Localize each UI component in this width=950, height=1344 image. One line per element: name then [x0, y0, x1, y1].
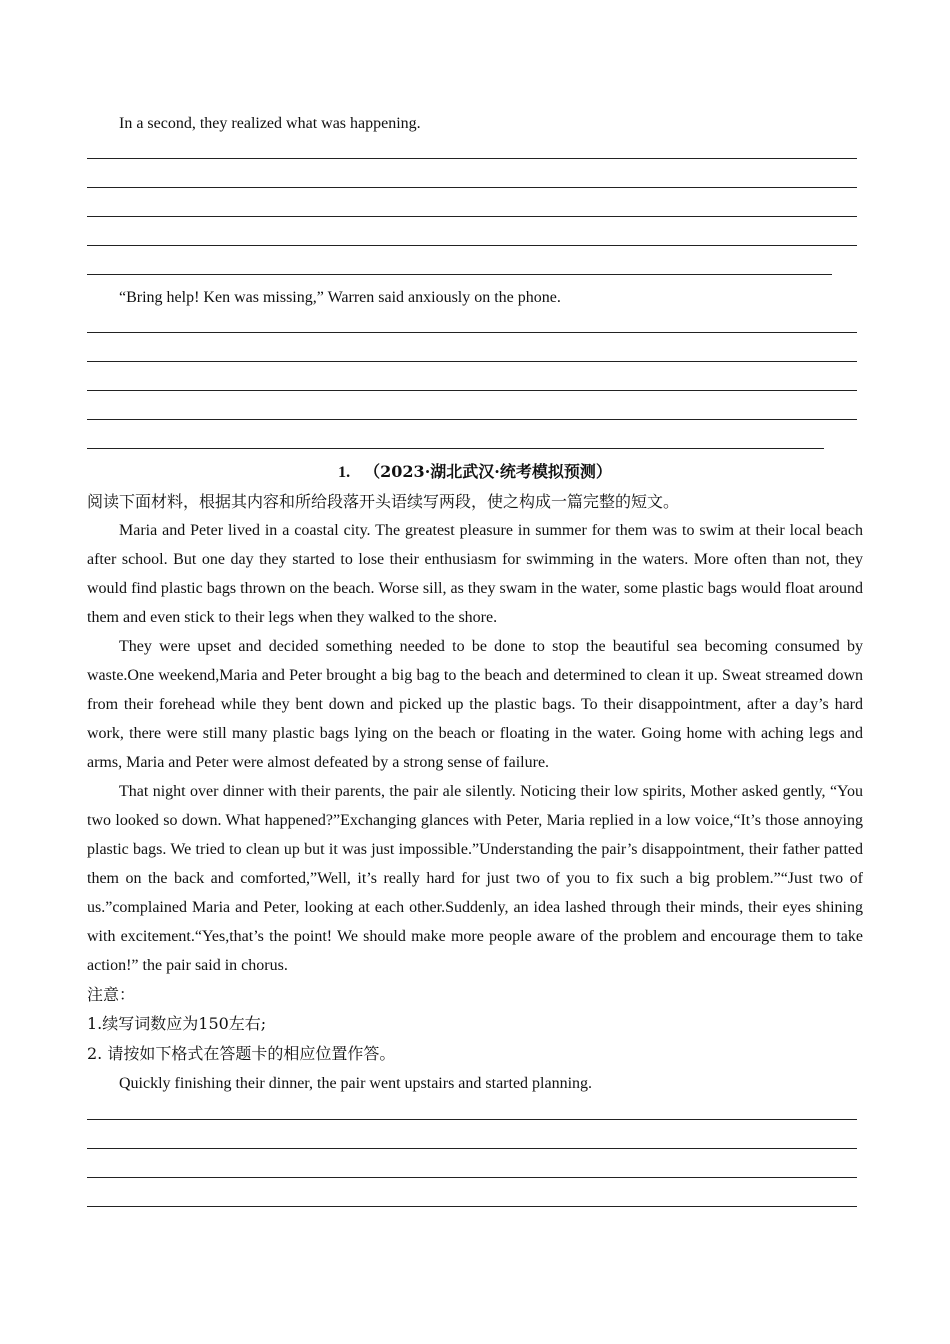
answer-line [87, 1206, 857, 1207]
answer-line [87, 332, 857, 333]
answer-line [87, 187, 857, 188]
question-instruction: 阅读下面材料，根据其内容和所给段落开头语续写两段，使之构成一篇完整的短文。 [87, 492, 680, 511]
answer-line [87, 361, 857, 362]
note-word-count: 1.续写词数应为150左右; [87, 1014, 267, 1033]
answer-line [87, 390, 857, 391]
answer-line [87, 274, 832, 275]
answer-line [87, 1119, 857, 1120]
continuation-prompt-2: “Bring help! Ken was missing,” Warren said anxiously on the phone. [119, 289, 561, 306]
note-format: 2. 请按如下格式在答题卡的相应位置作答。 [87, 1044, 396, 1063]
answer-line [87, 245, 857, 246]
answer-line [87, 1177, 857, 1178]
question-source: （2023·湖北武汉·统考模拟预测） [364, 462, 612, 481]
question-heading [0, 460, 950, 485]
continuation-prompt-1: In a second, they realized what was happening. [119, 115, 421, 132]
passage-paragraph-2: They were upset and decided something needed to be done to stop the beautiful sea becoming consumed by waste.One weekend,Maria and Peter brought a big bag to the beach and determined to clean it up. Sweat streamed down from their forehead while they bent down and picked up the plastic bags. To their disappointment, after a day’s hard work, there were still many plastic bags lying on the beach or floating in the water. Going home with aching legs and arms, Maria and Peter were almost defeated by a strong sense of failure. [87, 638, 863, 771]
passage-paragraph-1: Maria and Peter lived in a coastal city. The greatest pleasure in summer for them was to swim at their local beach after school. But one day they started to lose their enthusiasm for swimming in the waters. More often than not, they would find plastic bags thrown on the beach. Worse sill, as they swam in the water, some plastic bags would float around them and even stick to their legs when they walked to the shore. [87, 522, 863, 626]
answer-line [87, 448, 824, 449]
passage-paragraph-3: That night over dinner with their parents, the pair ale silently. Noticing their low spirits, Mother asked gently, “You two looked so down. What happened?”Exchanging glances with Peter, Maria replied in a low voice,“It’s those annoying plastic bags. We tried to clean up but it was just impossible.”Understanding the pair’s disappointment, their father patted them on the back and comforted,”Well, it’s really hard for just two of you to fix such a big problem.”“Just two of us.”complained Maria and Peter, looking at each other.Suddenly, an idea lashed through their minds, their eyes shining with excitement.“Yes,that’s the point! We should make more people aware of the problem and encourage them to take action!” the pair said in chorus. [87, 783, 863, 974]
answer-line [87, 1148, 857, 1149]
continuation-prompt-3: Quickly finishing their dinner, the pair went upstairs and started planning. [119, 1075, 593, 1092]
answer-line [87, 158, 857, 159]
notes-label: 注意： [87, 985, 136, 1004]
answer-line [87, 419, 857, 420]
answer-line [87, 216, 857, 217]
question-number: 1. [338, 464, 351, 481]
